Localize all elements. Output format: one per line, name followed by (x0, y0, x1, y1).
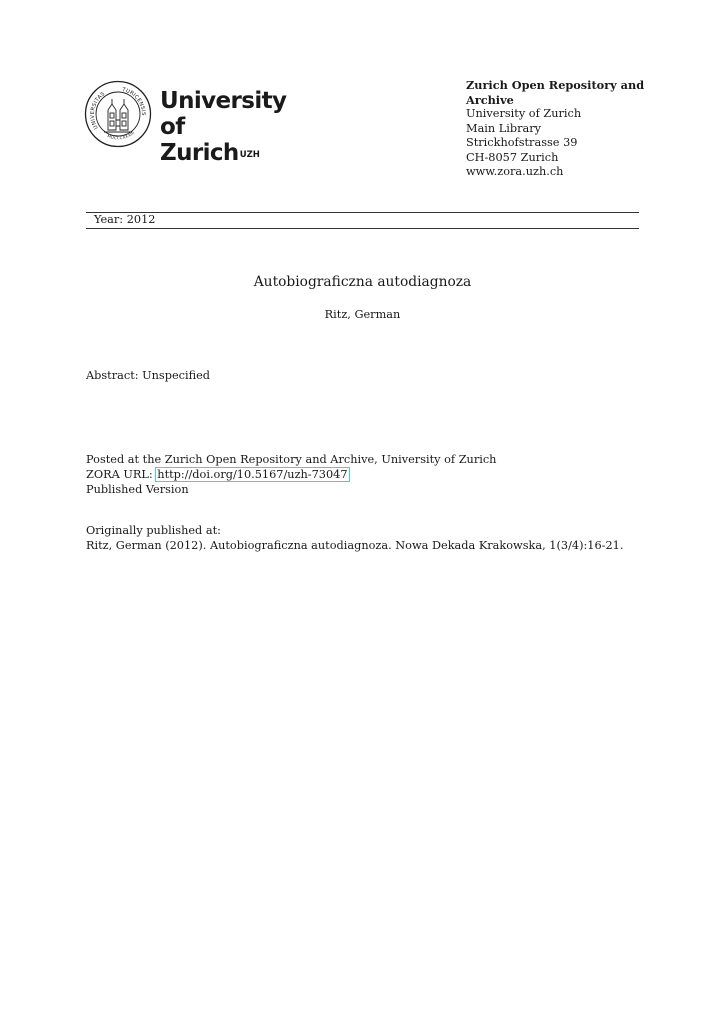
zora-url-link[interactable]: http://doi.org/10.5167/uzh-73047 (157, 468, 348, 481)
original-publication (86, 523, 666, 553)
original-label: Originally published at: (86, 524, 221, 537)
address-library: Main Library (466, 121, 542, 135)
divider-bottom (86, 228, 639, 229)
university-wordmark (160, 88, 314, 166)
repository-name-line1: Zurich Open Repository and (466, 78, 645, 92)
wordmark-zurich: Zurich (160, 140, 239, 166)
zora-url-line (86, 467, 646, 482)
address-street: Strickhofstrasse 39 (466, 136, 578, 149)
university-seal-icon (84, 80, 152, 148)
university-logo (84, 80, 314, 166)
abstract: Abstract: Unspecified (86, 369, 211, 382)
repository-address (466, 78, 666, 180)
wordmark-line1: University of (160, 88, 287, 140)
divider-top (86, 212, 639, 213)
address-city: CH-8057 Zurich (466, 150, 559, 164)
posted-line: Posted at the Zurich Open Repository and Archive, University of Zurich (86, 453, 497, 466)
seal-left-text: UNIVERSITAS (89, 91, 107, 131)
posted-info (86, 452, 646, 497)
original-citation: Ritz, German (2012). Autobiograficzna autodiagnoza. Nowa Dekada Krakowska, 1(3/4):16-21. (86, 539, 624, 552)
publication-year: Year: 2012 (94, 213, 156, 226)
repository-name-line2: Archive (466, 92, 514, 107)
wordmark-superscript: UZH (239, 150, 260, 160)
wordmark-line2 (160, 140, 314, 166)
document-author: Ritz, German (324, 308, 401, 321)
zora-url-label: ZORA URL: (86, 468, 157, 481)
address-website: www.zora.uzh.ch (466, 165, 564, 178)
address-institution: University of Zurich (466, 107, 582, 120)
seal-year-text: MDCCCXXXIII (106, 130, 136, 141)
seal-right-text: TURICENSIS (121, 87, 147, 116)
published-version: Published Version (86, 483, 189, 496)
document-title: Autobiograficzna autodiagnoza (253, 274, 472, 290)
